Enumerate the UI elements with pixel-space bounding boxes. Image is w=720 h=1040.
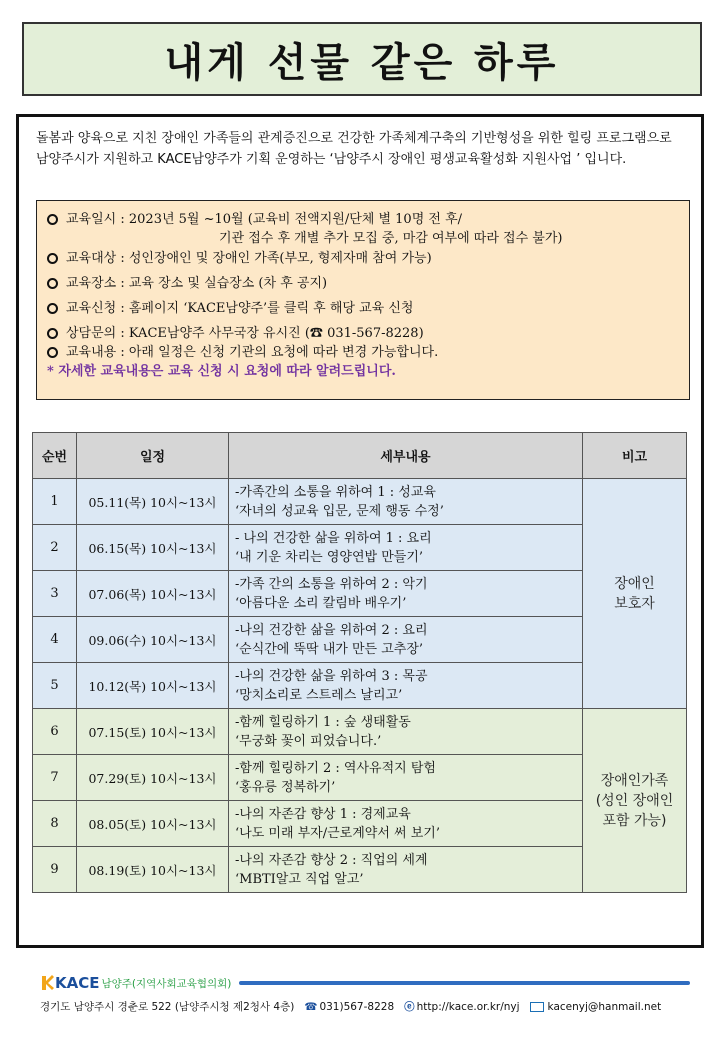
footer-logo-row xyxy=(40,970,690,996)
row-detail xyxy=(229,663,583,709)
footer-address: 경기도 남양주시 경춘로 522 (남양주시청 제2청사 4층) xyxy=(40,1001,295,1013)
intro-paragraph: 돌봄과 양육으로 지친 장애인 가족들의 관계증진으로 건강한 가족체계구축의 기반형성을 위한 힐링 프로그램으로 남양주시가 지원하고 KACE남양주가 기획 운영하는 ‘남양주시 장애인 평생교육활성화 지원사업 ’ 입니다. xyxy=(36,131,672,167)
info-place xyxy=(47,274,679,293)
info-apply-text: 교육신청 : 홈페이지 ‘KACE남양주’를 클릭 후 해당 교육 신청 xyxy=(66,301,414,316)
row-detail-line1: -가족 간의 소통을 위하여 2 : 악기 xyxy=(235,576,428,592)
info-target xyxy=(47,249,679,268)
note-group-guardian xyxy=(583,479,687,709)
info-schedule-cont: 기관 접수 후 개별 추가 모집 중, 마감 여부에 따라 접수 불가) xyxy=(219,231,563,246)
row-detail-line2: ‘순식간에 뚝딱 내가 만든 고추장’ xyxy=(235,641,424,657)
header-no: 순번 xyxy=(33,433,77,479)
row-detail xyxy=(229,847,583,893)
row-date: 07.29(토) 10시~13시 xyxy=(77,755,229,801)
row-detail xyxy=(229,525,583,571)
row-date: 06.15(목) 10시~13시 xyxy=(77,525,229,571)
note-line: 장애인가족 xyxy=(600,772,669,789)
row-detail xyxy=(229,801,583,847)
row-detail-line2: ‘홍유릉 정복하기’ xyxy=(235,779,336,795)
row-no: 9 xyxy=(33,847,77,893)
row-no: 4 xyxy=(33,617,77,663)
row-date: 05.11(목) 10시~13시 xyxy=(77,479,229,525)
row-no: 3 xyxy=(33,571,77,617)
footer-website[interactable]: http://kace.or.kr/nyj xyxy=(416,1001,520,1013)
note-line: 포함 가능) xyxy=(602,812,667,829)
info-box xyxy=(36,200,690,400)
row-detail-line1: -함께 힐링하기 2 : 역사유적지 탐험 xyxy=(235,760,436,776)
row-detail-line1: -나의 자존감 향상 1 : 경제교육 xyxy=(235,806,411,822)
phone-icon: ☎ xyxy=(304,1000,318,1013)
info-target-text: 교육대상 : 성인장애인 및 장애인 가족(부모, 형제자매 참여 가능) xyxy=(66,251,432,266)
footer-phone-group xyxy=(304,1001,394,1013)
row-detail xyxy=(229,571,583,617)
row-detail-line1: -나의 건강한 삶을 위하여 3 : 목공 xyxy=(235,668,428,684)
row-no: 1 xyxy=(33,479,77,525)
row-date: 08.05(토) 10시~13시 xyxy=(77,801,229,847)
row-date: 10.12(목) 10시~13시 xyxy=(77,663,229,709)
mail-icon xyxy=(530,1002,544,1012)
row-date: 08.19(토) 10시~13시 xyxy=(77,847,229,893)
row-date: 07.06(목) 10시~13시 xyxy=(77,571,229,617)
info-schedule-text: 교육일시 : 2023년 5월 ~10월 (교육비 전액지원/단체 별 10명 전 후/ xyxy=(66,212,463,227)
note-line: 장애인 xyxy=(614,575,655,592)
row-detail xyxy=(229,709,583,755)
footer-divider xyxy=(239,981,690,985)
page-title: 내게 선물 같은 하루 xyxy=(164,39,560,86)
row-no: 8 xyxy=(33,801,77,847)
info-content-text: 교육내용 : 아래 일정은 신청 기관의 요청에 따라 변경 가능합니다. xyxy=(66,345,439,360)
table-row xyxy=(33,479,687,525)
row-detail-line2: ‘무궁화 꽃이 피었습니다.’ xyxy=(235,733,382,749)
footer-email[interactable]: kacenyj@hanmail.net xyxy=(547,1000,662,1013)
circle-bullet-icon xyxy=(47,303,58,314)
footer xyxy=(40,970,690,1014)
row-detail-line2: ‘망치소리로 스트레스 날리고’ xyxy=(235,687,403,703)
row-detail-line1: -나의 건강한 삶을 위하여 2 : 요리 xyxy=(235,622,428,638)
header-detail: 세부내용 xyxy=(229,433,583,479)
schedule-table xyxy=(32,432,687,893)
row-detail-line2: ‘내 기운 차리는 영양연밥 만들기’ xyxy=(235,549,424,565)
circle-bullet-icon xyxy=(47,214,58,225)
info-contact-text: 상담문의 : KACE남양주 사무국장 유시진 (☎ 031-567-8228) xyxy=(66,326,424,341)
circle-bullet-icon xyxy=(47,278,58,289)
row-detail xyxy=(229,617,583,663)
footer-phone: 031)567-8228 xyxy=(319,1000,395,1013)
row-detail-line1: -나의 자존감 향상 2 : 직업의 세계 xyxy=(235,852,428,868)
row-no: 5 xyxy=(33,663,77,709)
info-schedule xyxy=(47,210,679,229)
row-date: 09.06(수) 10시~13시 xyxy=(77,617,229,663)
circle-bullet-icon xyxy=(47,253,58,264)
row-detail-line1: -함께 힐링하기 1 : 숲 생태활동 xyxy=(235,714,411,730)
footer-contact-row xyxy=(40,999,690,1014)
row-detail xyxy=(229,755,583,801)
row-no: 6 xyxy=(33,709,77,755)
title-banner xyxy=(22,22,702,96)
circle-bullet-icon xyxy=(47,328,58,339)
info-place-text: 교육장소 : 교육 장소 및 실습장소 (차 후 공지) xyxy=(66,276,328,291)
footer-web-group xyxy=(404,999,519,1014)
note-group-family xyxy=(583,709,687,893)
row-detail-line2: ‘아름다운 소리 칼림바 배우기’ xyxy=(235,595,407,611)
row-detail-line2: ‘나도 미래 부자/근로계약서 써 보기’ xyxy=(235,825,440,841)
note-line: (성인 장애인 xyxy=(595,792,674,809)
globe-icon: ⓔ xyxy=(404,1001,415,1013)
row-detail-line1: - 나의 건강한 삶을 위하여 1 : 요리 xyxy=(235,530,432,546)
row-date: 07.15(토) 10시~13시 xyxy=(77,709,229,755)
info-apply xyxy=(47,299,679,318)
note-line: 보호자 xyxy=(614,595,655,612)
footer-email-group xyxy=(530,1001,662,1013)
kace-logo-icon xyxy=(40,975,54,991)
header-date: 일정 xyxy=(77,433,229,479)
row-detail-line1: -가족간의 소통을 위하여 1 : 성교육 xyxy=(235,484,436,500)
table-row xyxy=(33,709,687,755)
info-contact xyxy=(47,324,679,343)
row-detail xyxy=(229,479,583,525)
footer-logo-sub: 남양주(지역사회교육협의회) xyxy=(101,977,232,990)
info-note: * 자세한 교육내용은 교육 신청 시 요청에 따라 알려드립니다. xyxy=(47,364,396,379)
row-detail-line2: ‘자녀의 성교육 입문, 문제 행동 수정’ xyxy=(235,503,444,519)
row-detail-line2: ‘MBTI알고 직업 알고’ xyxy=(235,871,364,887)
row-no: 2 xyxy=(33,525,77,571)
footer-logo-text: KACE xyxy=(55,974,100,992)
circle-bullet-icon xyxy=(47,347,58,358)
header-note: 비고 xyxy=(583,433,687,479)
info-content xyxy=(47,343,679,362)
table-header-row xyxy=(33,433,687,479)
row-no: 7 xyxy=(33,755,77,801)
